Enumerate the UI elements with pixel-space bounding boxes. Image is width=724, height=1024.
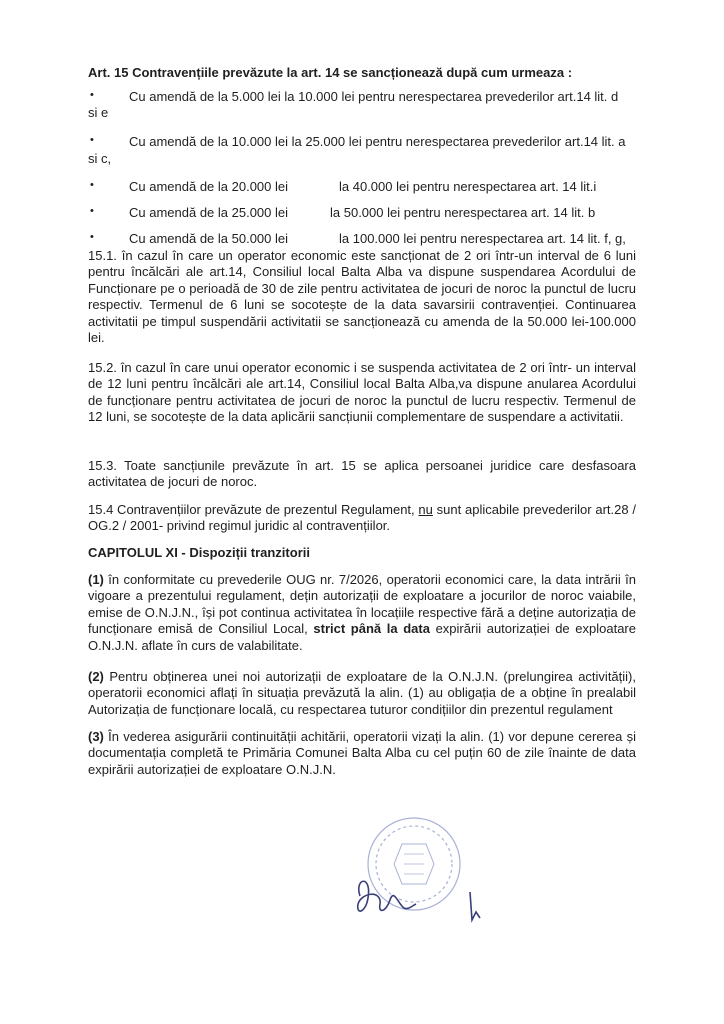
bullet-marker: • xyxy=(90,205,94,217)
chapter-xi-paragraph-2 xyxy=(88,669,636,718)
paragraph-15-4 xyxy=(88,502,636,535)
chapter-xi-paragraph-1 xyxy=(88,572,636,654)
stamp-seal xyxy=(368,818,460,910)
paragraph-15-2-text: 15.2. în cazul în care unui operator economic i se suspenda activitatea de 2 ori într- un interval de 12 luni pentru încălcări ale art.14, Consiliul local Balta Alba,va dispune anularea Acordului de funcționare pentru activitatea de jocuri de noroc la punctul de lucru respectiv. Termenul de 12 luni, se socotește de la data aplicării sancțiunii complementare de suspendare a activitatii. xyxy=(88,360,636,425)
chapter-xi-p2-text: Pentru obținerea unei noi autorizații de exploatare de la O.N.J.N. (prelungirea activității), operatorii economici aflați în situația prevăzută la alin. (1) au obligația de a obține în prealabil Autorizația de funcționare locală, cu respectarea tuturor condițiilor din prezentul regulament xyxy=(88,669,636,717)
bullet-2-text: Cu amendă de la 10.000 lei la 25.000 lei pentru nerespectarea prevederilor art.14 lit. a xyxy=(129,134,626,149)
bullet-marker: • xyxy=(90,179,94,191)
paragraph-15-1 xyxy=(88,248,636,346)
chapter-xi-p1-text-b: expirării autorizației de exploatare O.N.J.N. aflate în curs de valabilitate. xyxy=(88,621,636,653)
chapter-xi-title: CAPITOLUL XI - Dispoziții tranzitorii xyxy=(88,545,310,560)
paragraph-15-3 xyxy=(88,458,636,491)
bullet-marker: • xyxy=(90,231,94,243)
paragraph-15-4-text-a: 15.4 Contravențiilor prevăzute de prezentul Regulament, xyxy=(88,502,415,517)
bullet-5-left: Cu amendă de la 50.000 lei xyxy=(129,231,289,246)
paragraph-15-4-text-b: sunt aplicabile prevederilor art.28 / OG.2 / 2001- privind regimul juridic al contravențiilor. xyxy=(88,502,636,534)
paragraph-15-2 xyxy=(88,360,636,426)
bullet-4-right: la 50.000 lei pentru nerespectarea art. 14 lit. b xyxy=(330,205,596,220)
chapter-xi-paragraph-3 xyxy=(88,729,636,778)
chapter-xi-p3-text: În vederea asigurării continuității achitării, operatorii vizați la alin. (1) vor depune cererea și documentația completă te Primăria Comunei Balta Alba cu cel puțin 60 de zile înainte de data expirării autorizației de exploatare O.N.J.N. xyxy=(88,729,636,777)
bullet-1-text: Cu amendă de la 5.000 lei la 10.000 lei pentru nerespectarea prevederilor art.14 lit. d xyxy=(129,89,619,104)
bullet-2-cont: si c, xyxy=(88,151,112,166)
bullet-5-right: la 100.000 lei pentru nerespectarea art. 14 lit. f, g, xyxy=(339,231,626,246)
paragraph-15-3-text: 15.3. Toate sancțiunile prevăzute în art. 15 se aplica persoanei juridice care desfasoara activitatea de jocuri de noroc. xyxy=(88,458,636,490)
bullet-1-cont: si e xyxy=(88,105,109,120)
paragraph-15-1-text: 15.1. în cazul în care un operator economic este sancționat de 2 ori într-un interval de 6 luni pentru încălcări ale art.14, Consiliul local Balta Alba va dispune suspendarea Acordului de Funcționare pe o perioadă de 30 de zile pentru activitatea de jocuri de noroc la punctul de lucru respectiv. Termenul de 6 luni se socotește de la data savarsirii contravenției. Continuarea activitatii pe timpul suspendării activitatii se sancționează cu amenda de la 50.000 lei-100.000 lei. xyxy=(88,248,636,346)
paragraph-number: (2) xyxy=(88,669,104,684)
official-stamp-and-signature xyxy=(342,808,482,928)
chapter-xi-p1-bold: strict până la data xyxy=(313,621,430,637)
paragraph-number: (3) xyxy=(88,729,104,744)
bullet-marker: • xyxy=(90,89,94,101)
paragraph-number: (1) xyxy=(88,572,104,587)
handwritten-signature xyxy=(358,881,480,920)
chapter-xi-p1-text-a: în conformitate cu prevederile OUG nr. 7/2026, operatorii economici care, la data intrării în vigoare a prezentului regulament, dețin autorizații de exploatare a jocurilor de noroc vaiabile, emise de O.N.J.N., își pot continua activitatea în locațiile respective fără a deține autorizația de funcționare emisă de Consiliul Local, xyxy=(88,572,636,637)
bullet-3-right: la 40.000 lei pentru nerespectarea art. 14 lit.i xyxy=(339,179,597,194)
art15-title: Art. 15 Contravențiile prevăzute la art. 14 se sancționează după cum urmeaza : xyxy=(88,65,573,80)
bullet-4-left: Cu amendă de la 25.000 lei xyxy=(129,205,289,220)
bullet-marker: • xyxy=(90,134,94,146)
bullet-3-left: Cu amendă de la 20.000 lei xyxy=(129,179,289,194)
paragraph-15-4-nu: nu xyxy=(418,502,433,517)
